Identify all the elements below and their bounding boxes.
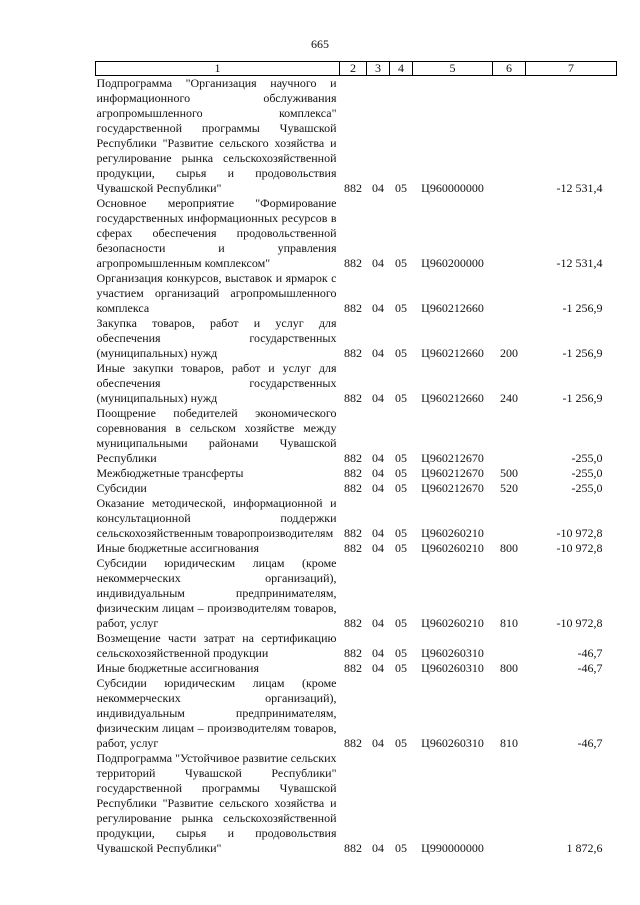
amount: -10 972,8: [556, 526, 603, 540]
section-code: 04: [372, 841, 384, 855]
target-article-code: Ц990000000: [421, 841, 484, 855]
expense-type-code: [493, 76, 526, 197]
section-code: 04: [372, 451, 384, 465]
admin-code: 882: [344, 646, 362, 660]
row-description: Иные бюджетные ассигнования: [96, 661, 259, 675]
section-code: 04: [372, 736, 384, 750]
column-header: 2: [340, 62, 367, 76]
table-row: [96, 496, 617, 541]
row-description: Организация конкурсов, выставок и ярмарок с участием организаций агропромышленного комплекса: [96, 271, 337, 315]
table-row: [96, 661, 617, 676]
target-article-code: Ц960000000: [421, 181, 484, 195]
admin-code: 882: [344, 466, 362, 480]
column-header: 1: [96, 62, 340, 76]
row-description: Поощрение победителей экономического соревнования в сельском хозяйстве между муниципальными районами Чувашской Республики: [96, 406, 337, 465]
expense-type-code: [493, 271, 526, 316]
target-article-code: Ц960212670: [421, 466, 484, 480]
target-article-code: Ц960212670: [421, 451, 484, 465]
table-row: [96, 406, 617, 466]
row-description: Подпрограмма "Устойчивое развитие сельских территорий Чувашской Республики" государственной программы Чувашской Республики "Развитие сельского хозяйства и регулирование рынка сельскохозяйственной продукции, сырья и продовольствия Чувашской Республики": [96, 751, 337, 855]
row-description: Субсидии: [96, 481, 147, 495]
target-article-code: Ц960260310: [421, 736, 484, 750]
table-row: [96, 556, 617, 631]
section-code: 04: [372, 481, 384, 495]
amount: -46,7: [577, 661, 603, 675]
expense-type-code: 810: [500, 616, 518, 630]
section-code: 04: [372, 256, 384, 270]
target-article-code: Ц960260310: [421, 661, 484, 675]
table-row: [96, 676, 617, 751]
admin-code: 882: [344, 391, 362, 405]
row-description: Возмещение части затрат на сертификацию сельскохозяйственной продукции: [96, 631, 337, 660]
expense-type-code: 800: [500, 661, 518, 675]
page-number: 665: [311, 37, 329, 51]
amount: -46,7: [577, 736, 603, 750]
amount: -1 256,9: [562, 301, 603, 315]
target-article-code: Ц960212670: [421, 481, 484, 495]
table-row: [96, 361, 617, 406]
expense-type-code: 500: [500, 466, 518, 480]
expense-type-code: [493, 406, 526, 466]
amount: -255,0: [571, 451, 603, 465]
column-header: 3: [367, 62, 390, 76]
amount: -12 531,4: [556, 256, 603, 270]
column-header: 4: [390, 62, 413, 76]
table-row: [96, 541, 617, 556]
section-code: 04: [372, 346, 384, 360]
subsection-code: 05: [395, 256, 407, 270]
subsection-code: 05: [395, 541, 407, 555]
amount: -10 972,8: [556, 616, 603, 630]
amount: -255,0: [571, 466, 603, 480]
admin-code: 882: [344, 481, 362, 495]
section-code: 04: [372, 646, 384, 660]
subsection-code: 05: [395, 661, 407, 675]
amount: -255,0: [571, 481, 603, 495]
section-code: 04: [372, 301, 384, 315]
table-row: [96, 466, 617, 481]
row-description: Оказание методической, информационной и консультационной поддержки сельскохозяйственным товаропроизводителям: [96, 496, 337, 540]
admin-code: 882: [344, 541, 362, 555]
section-code: 04: [372, 616, 384, 630]
column-header: 7: [526, 62, 617, 76]
section-code: 04: [372, 661, 384, 675]
expense-type-code: 520: [500, 481, 518, 495]
admin-code: 882: [344, 451, 362, 465]
section-code: 04: [372, 526, 384, 540]
amount: -10 972,8: [556, 541, 603, 555]
amount: -12 531,4: [556, 181, 603, 195]
subsection-code: 05: [395, 841, 407, 855]
target-article-code: Ц960212660: [421, 391, 484, 405]
expense-type-code: 240: [500, 391, 518, 405]
amount: -46,7: [577, 646, 603, 660]
subsection-code: 05: [395, 526, 407, 540]
expense-type-code: [493, 631, 526, 661]
target-article-code: Ц960260210: [421, 526, 484, 540]
budget-table: [95, 61, 617, 856]
table-row: [96, 631, 617, 661]
expense-type-code: 800: [500, 541, 518, 555]
row-description: Иные бюджетные ассигнования: [96, 541, 259, 555]
expense-type-code: 200: [500, 346, 518, 360]
expense-type-code: 810: [500, 736, 518, 750]
admin-code: 882: [344, 661, 362, 675]
expense-type-code: [493, 196, 526, 271]
row-description: Иные закупки товаров, работ и услуг для обеспечения государственных (муниципальных) нужд: [96, 361, 337, 405]
expense-type-code: [493, 496, 526, 541]
admin-code: 882: [344, 841, 362, 855]
row-description: Подпрограмма "Организация научного и информационного обслуживания агропромышленного комплекса" государственной программы Чувашской Республики "Развитие сельского хозяйства и регулирование рынка сельскохозяйственной продукции, сырья и продовольствия Чувашской Республики": [96, 76, 337, 195]
section-code: 04: [372, 391, 384, 405]
target-article-code: Ц960212660: [421, 301, 484, 315]
target-article-code: Ц960260210: [421, 616, 484, 630]
table-row: [96, 76, 617, 197]
table-row: [96, 196, 617, 271]
subsection-code: 05: [395, 481, 407, 495]
target-article-code: Ц960260210: [421, 541, 484, 555]
target-article-code: Ц960260310: [421, 646, 484, 660]
table-row: [96, 481, 617, 496]
table-row: [96, 271, 617, 316]
admin-code: 882: [344, 526, 362, 540]
target-article-code: Ц960212660: [421, 346, 484, 360]
subsection-code: 05: [395, 451, 407, 465]
row-description: Субсидии юридическим лицам (кроме некоммерческих организаций), индивидуальным предпринимателям, физическим лицам – производителям товаров, работ, услуг: [96, 556, 337, 630]
header-row: [96, 62, 617, 76]
subsection-code: 05: [395, 391, 407, 405]
amount: -1 256,9: [562, 391, 603, 405]
admin-code: 882: [344, 256, 362, 270]
target-article-code: Ц960200000: [421, 256, 484, 270]
amount: -1 256,9: [562, 346, 603, 360]
subsection-code: 05: [395, 616, 407, 630]
admin-code: 882: [344, 736, 362, 750]
admin-code: 882: [344, 301, 362, 315]
admin-code: 882: [344, 346, 362, 360]
table-row: [96, 316, 617, 361]
amount: 1 872,6: [566, 841, 603, 855]
subsection-code: 05: [395, 181, 407, 195]
row-description: Межбюджетные трансферты: [96, 466, 244, 480]
subsection-code: 05: [395, 301, 407, 315]
subsection-code: 05: [395, 346, 407, 360]
column-header: 5: [413, 62, 493, 76]
expense-type-code: [493, 751, 526, 856]
row-description: Субсидии юридическим лицам (кроме некоммерческих организаций), индивидуальным предпринимателям, физическим лицам – производителям товаров, работ, услуг: [96, 676, 337, 750]
section-code: 04: [372, 181, 384, 195]
row-description: Основное мероприятие "Формирование государственных информационных ресурсов в сферах обеспечения продовольственной безопасности и управления агропромышленным комплексом": [96, 196, 337, 270]
admin-code: 882: [344, 616, 362, 630]
section-code: 04: [372, 466, 384, 480]
section-code: 04: [372, 541, 384, 555]
admin-code: 882: [344, 181, 362, 195]
column-header: 6: [493, 62, 526, 76]
subsection-code: 05: [395, 466, 407, 480]
subsection-code: 05: [395, 736, 407, 750]
row-description: Закупка товаров, работ и услуг для обеспечения государственных (муниципальных) нужд: [96, 316, 337, 360]
subsection-code: 05: [395, 646, 407, 660]
table-row: [96, 751, 617, 856]
